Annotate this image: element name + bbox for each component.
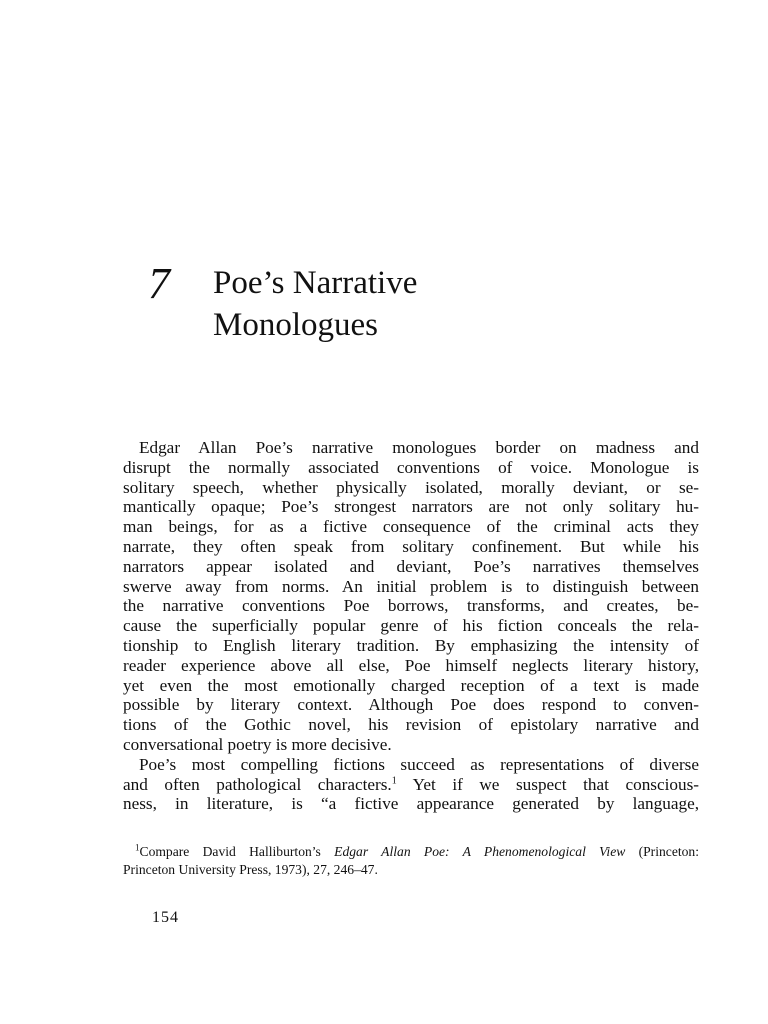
text-line: narrate, they often speak from solitary confinement. But while his (123, 536, 699, 556)
cited-title: Edgar Allan Poe: A Phenomenological View (334, 844, 626, 859)
text-line: mantically opaque; Poe’s strongest narrators are not only solitary hu- (123, 497, 699, 517)
text-line: man beings, for as a fictive consequence of the criminal acts they (123, 517, 699, 537)
text-line (123, 775, 699, 795)
text-line: tionship to English literary tradition. By emphasizing the intensity of (123, 635, 699, 655)
text-segment: Compare David Halliburton’s (139, 844, 335, 859)
text-line: disrupt the normally associated conventions of voice. Monologue is (123, 457, 699, 477)
chapter-title-line: Poe’s Narrative (213, 265, 418, 301)
text-line: the narrative conventions Poe borrows, transforms, and creates, be- (123, 596, 699, 616)
text-line: solitary speech, whether physically isolated, morally deviant, or se- (123, 477, 699, 497)
footnote-number: 1 (135, 842, 140, 853)
text-segment: and often pathological characters. (123, 774, 392, 794)
chapter-title (213, 262, 417, 346)
text-line: Edgar Allan Poe’s narrative monologues border on madness and (139, 438, 699, 457)
paragraph-1 (123, 438, 699, 755)
text-line: yet even the most emotionally charged reception of a text is made (123, 675, 699, 695)
footnote-line: Princeton University Press, 1973), 27, 246–47. (123, 862, 378, 877)
footnote-reference[interactable]: 1 (391, 774, 397, 786)
chapter-body (123, 438, 699, 814)
footnote (123, 843, 699, 879)
chapter-title-line: Monologues (213, 307, 378, 343)
text-line: narrators appear isolated and deviant, Poe’s narratives themselves (123, 556, 699, 576)
text-line: cause the superficially popular genre of his fiction conceals the rela- (123, 616, 699, 636)
text-line: Poe’s most compelling fictions succeed as representations of diverse (139, 754, 699, 774)
text-line: conversational poetry is more decisive. (123, 734, 392, 754)
text-line: ness, in literature, is “a fictive appearance generated by language, (123, 794, 699, 814)
page-number: 154 (152, 909, 179, 926)
paragraph-2 (123, 755, 699, 814)
chapter-number: 7 (148, 259, 170, 308)
footnote-line (123, 843, 699, 861)
text-segment: (Princeton: (625, 844, 699, 859)
text-segment: Yet if we suspect that conscious- (396, 774, 699, 794)
text-line: possible by literary context. Although Poe does respond to conven- (123, 695, 699, 715)
text-line: tions of the Gothic novel, his revision of epistolary narrative and (123, 715, 699, 735)
text-line: reader experience above all else, Poe himself neglects literary history, (123, 655, 699, 675)
text-line: swerve away from norms. An initial problem is to distinguish between (123, 576, 699, 596)
